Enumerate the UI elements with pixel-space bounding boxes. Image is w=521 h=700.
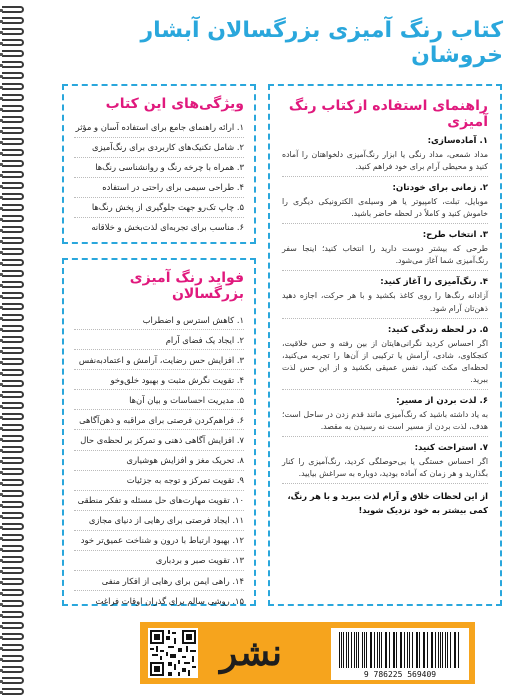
spiral-ring bbox=[2, 182, 24, 189]
spiral-ring bbox=[2, 369, 24, 376]
list-item: ۶. فراهم‌کردن فرصتی برای مراقبه و ذهن‌آگاهی bbox=[74, 410, 244, 430]
spiral-ring bbox=[2, 677, 24, 684]
guide-section-title: ۳. انتخاب طرح: bbox=[422, 230, 488, 241]
usage-guide-sections bbox=[282, 136, 488, 484]
divider bbox=[282, 436, 488, 437]
list-item: ۲. شامل تکنیک‌های کاربردی برای رنگ‌آمیزی bbox=[74, 138, 244, 158]
divider bbox=[282, 270, 488, 271]
list-item: ۲. ایجاد یک فضای آرام bbox=[74, 330, 244, 350]
guide-section-text: اگر احساس کردید نگرانی‌هایتان از بین رفته و حس خلاقیت، کنجکاوی، شادی، آرامش یا ترکیبی از آن‌ها را تجربه می‌کنید، لحظه‌ای مکث کنید، نفس عمیقی بکشید و از این حس لذت ببرید. bbox=[282, 338, 488, 384]
features-heading: ویژگی‌های این کتاب bbox=[105, 96, 244, 112]
spiral-ring bbox=[2, 347, 24, 354]
spiral-ring bbox=[2, 611, 24, 618]
guide-section-text: به یاد داشته باشید که رنگ‌آمیزی مانند قدم زدن در ساحل است؛ هدف، لذت بردن از مسیر است نه رسیدن به مقصد. bbox=[282, 409, 488, 432]
spiral-ring bbox=[2, 94, 24, 101]
list-item: ۱. ارائه راهنمای جامع برای استفاده آسان و مؤثر bbox=[74, 118, 244, 138]
spiral-ring bbox=[2, 435, 24, 442]
list-item: ۱۲. بهبود ارتباط با درون و شناخت عمیق‌تر خود bbox=[74, 531, 244, 551]
spiral-ring bbox=[2, 39, 24, 46]
barcode-bar bbox=[385, 632, 386, 668]
spiral-ring bbox=[2, 479, 24, 486]
list-item: ۱۳. تقویت صبر و بردباری bbox=[74, 551, 244, 571]
barcode-bar bbox=[346, 632, 347, 668]
spiral-ring bbox=[2, 391, 24, 398]
spiral-ring bbox=[2, 72, 24, 79]
spiral-ring bbox=[2, 248, 24, 255]
barcode-bar bbox=[389, 632, 390, 668]
spiral-ring bbox=[2, 358, 24, 365]
list-item: ۱۵. روشی سالم برای گذران اوقات فراغت bbox=[95, 595, 244, 606]
spiral-ring bbox=[2, 292, 24, 299]
spiral-ring bbox=[2, 468, 24, 475]
barcode-bar bbox=[381, 632, 382, 668]
barcode-bar bbox=[447, 632, 448, 668]
spiral-ring bbox=[2, 556, 24, 563]
spiral-ring bbox=[2, 138, 24, 145]
features-panel bbox=[62, 84, 256, 244]
guide-section-title: ۱. آماده‌سازی: bbox=[427, 136, 488, 146]
spiral-ring bbox=[2, 215, 24, 222]
spiral-ring bbox=[2, 281, 24, 288]
guide-section-text: طرحی که بیشتر دوست دارید را انتخاب کنید؛ اینجا سفر رنگ‌آمیزی شما آغاز می‌شود. bbox=[282, 244, 488, 266]
barcode-bar bbox=[427, 632, 428, 668]
spiral-binding-icon bbox=[0, 0, 26, 700]
spiral-ring bbox=[2, 259, 24, 266]
spiral-ring bbox=[2, 50, 24, 57]
spiral-ring bbox=[2, 325, 24, 332]
list-item: ۱۰. تقویت مهارت‌های حل مسئله و تفکر منطقی bbox=[74, 491, 244, 511]
divider bbox=[282, 223, 488, 224]
spiral-ring bbox=[2, 17, 24, 24]
guide-section-text: مداد شمعی، مداد رنگی یا ابزار رنگ‌آمیزی دلخواهتان را آماده کنید و محیطی آرام برای خود فراهم کنید. bbox=[282, 150, 488, 172]
guide-section-title: ۲. زمانی برای خودتان: bbox=[392, 183, 488, 194]
spiral-ring bbox=[2, 501, 24, 508]
spiral-ring bbox=[2, 127, 24, 134]
spiral-ring bbox=[2, 424, 24, 431]
spiral-ring bbox=[2, 83, 24, 90]
spiral-ring bbox=[2, 61, 24, 68]
spiral-ring bbox=[2, 490, 24, 497]
guide-section-title: ۵. در لحظه زندگی کنید: bbox=[387, 324, 488, 335]
barcode-bars bbox=[339, 632, 461, 668]
barcode-bar bbox=[419, 632, 420, 668]
list-item: ۸. تحریک مغز و افزایش هوشیاری bbox=[74, 451, 244, 471]
barcode-bar bbox=[396, 632, 397, 668]
list-item: ۵. مدیریت احساسات و بیان آن‌ها bbox=[74, 390, 244, 410]
guide-section-title: ۶. لذت بردن از مسیر: bbox=[396, 395, 488, 406]
spiral-ring bbox=[2, 380, 24, 387]
usage-guide-closing: از این لحظات خلاق و آرام لذت ببرید و با هر رنگ، کمی بیشتر به خود نزدیک شوید! bbox=[287, 491, 488, 515]
spiral-ring bbox=[2, 655, 24, 662]
spiral-ring bbox=[2, 402, 24, 409]
barcode-bar bbox=[348, 632, 349, 668]
spiral-ring bbox=[2, 666, 24, 673]
barcode-bar bbox=[412, 632, 413, 668]
spiral-ring bbox=[2, 545, 24, 552]
spiral-ring bbox=[2, 512, 24, 519]
guide-section-title: ۷. استراحت کنید: bbox=[414, 443, 488, 454]
spiral-ring bbox=[2, 457, 24, 464]
spiral-ring bbox=[2, 303, 24, 310]
divider bbox=[282, 176, 488, 177]
list-item: ۱. کاهش استرس و اضطراب bbox=[74, 310, 244, 330]
spiral-ring bbox=[2, 270, 24, 277]
spiral-ring bbox=[2, 446, 24, 453]
qr-code-icon bbox=[148, 628, 198, 678]
features-list bbox=[74, 118, 244, 237]
barcode-icon bbox=[331, 628, 469, 680]
barcode-bar bbox=[362, 632, 363, 668]
divider bbox=[282, 318, 488, 319]
list-item: ۵. چاپ تک‌رو جهت جلوگیری از پخش رنگ‌ها bbox=[74, 198, 244, 218]
barcode-bar bbox=[432, 632, 433, 668]
spiral-ring bbox=[2, 193, 24, 200]
spiral-ring bbox=[2, 28, 24, 35]
barcode-bar bbox=[366, 632, 367, 668]
spiral-ring bbox=[2, 336, 24, 343]
spiral-ring bbox=[2, 644, 24, 651]
list-item: ۱۱. ایجاد فرصتی برای رهایی از دنیای مجازی bbox=[74, 511, 244, 531]
list-item: ۷. افزایش آگاهی ذهنی و تمرکز بر لحظه‌ی حال bbox=[74, 430, 244, 450]
list-item: ۶. مناسب برای تجربه‌ای لذت‌بخش و خلاقانه bbox=[91, 222, 244, 233]
list-item: ۴. تقویت نگرش مثبت و بهبود خلق‌وخو bbox=[74, 370, 244, 390]
benefits-panel bbox=[62, 258, 256, 606]
guide-section-text: آزادانه رنگ‌ها را روی کاغذ بکشید و با هر حرکت، اجازه دهید ذهن‌تان آرام شود. bbox=[282, 291, 488, 313]
spiral-ring bbox=[2, 633, 24, 640]
benefits-heading: فواید رنگ آمیزی بزرگسالان bbox=[129, 270, 244, 302]
barcode-bar bbox=[455, 632, 456, 668]
spiral-ring bbox=[2, 160, 24, 167]
list-item: ۴. طراحی سیمی برای راحتی در استفاده bbox=[74, 178, 244, 198]
footer-band bbox=[140, 622, 475, 684]
spiral-ring bbox=[2, 314, 24, 321]
spiral-ring bbox=[2, 589, 24, 596]
barcode-bar bbox=[409, 632, 410, 668]
spiral-ring bbox=[2, 413, 24, 420]
guide-section-text: اگر احساس خستگی یا بی‌حوصلگی کردید، رنگ‌آمیزی را کنار بگذارید و هر زمان که آماده بودید، دوباره به سراغش بیایید. bbox=[282, 457, 488, 479]
barcode-bar bbox=[401, 632, 402, 668]
barcode-bar bbox=[339, 632, 340, 668]
barcode-bar bbox=[374, 632, 375, 668]
barcode-bar bbox=[358, 632, 359, 668]
divider bbox=[282, 483, 488, 484]
spiral-ring bbox=[2, 567, 24, 574]
guide-section-text: موبایل، تبلت، کامپیوتر یا هر وسیله‌ی الکترونیکی دیگری را خاموش کنید و کاملاً در لحظه حاضر باشید. bbox=[282, 197, 488, 219]
spiral-ring bbox=[2, 105, 24, 112]
list-item: ۱۴. راهی ایمن برای رهایی از افکار منفی bbox=[74, 571, 244, 591]
list-item: ۳. همراه با چرخه رنگ و روانشناسی رنگ‌ها bbox=[74, 158, 244, 178]
spiral-ring bbox=[2, 578, 24, 585]
list-item: ۹. تقویت تمرکز و توجه به جزئیات bbox=[74, 471, 244, 491]
divider bbox=[282, 389, 488, 390]
spiral-ring bbox=[2, 523, 24, 530]
isbn-number: 9 786225 569409 bbox=[363, 670, 437, 679]
spiral-ring bbox=[2, 204, 24, 211]
spiral-ring bbox=[2, 171, 24, 178]
spiral-ring bbox=[2, 622, 24, 629]
spiral-ring bbox=[2, 688, 24, 695]
spiral-ring bbox=[2, 6, 24, 13]
spiral-ring bbox=[2, 116, 24, 123]
barcode-bar bbox=[435, 632, 436, 668]
spiral-ring bbox=[2, 534, 24, 541]
list-item: ۳. افزایش حس رضایت، آرامش و اعتماد‌به‌نفس bbox=[74, 350, 244, 370]
benefits-list bbox=[74, 310, 244, 610]
usage-guide-heading: راهنمای استفاده ازکتاب رنگ آمیزی bbox=[288, 98, 488, 130]
spiral-ring bbox=[2, 600, 24, 607]
spiral-ring bbox=[2, 237, 24, 244]
spiral-ring bbox=[2, 149, 24, 156]
guide-section-title: ۴. رنگ‌آمیزی را آغاز کنید: bbox=[380, 277, 488, 288]
barcode-bar bbox=[445, 632, 446, 668]
spiral-ring bbox=[2, 226, 24, 233]
publisher-logo-icon: نشر bbox=[220, 632, 282, 674]
usage-guide-panel bbox=[268, 84, 502, 606]
page-title: کتاب رنگ آمیزی بزرگسالان آبشار خروشان bbox=[140, 18, 503, 68]
